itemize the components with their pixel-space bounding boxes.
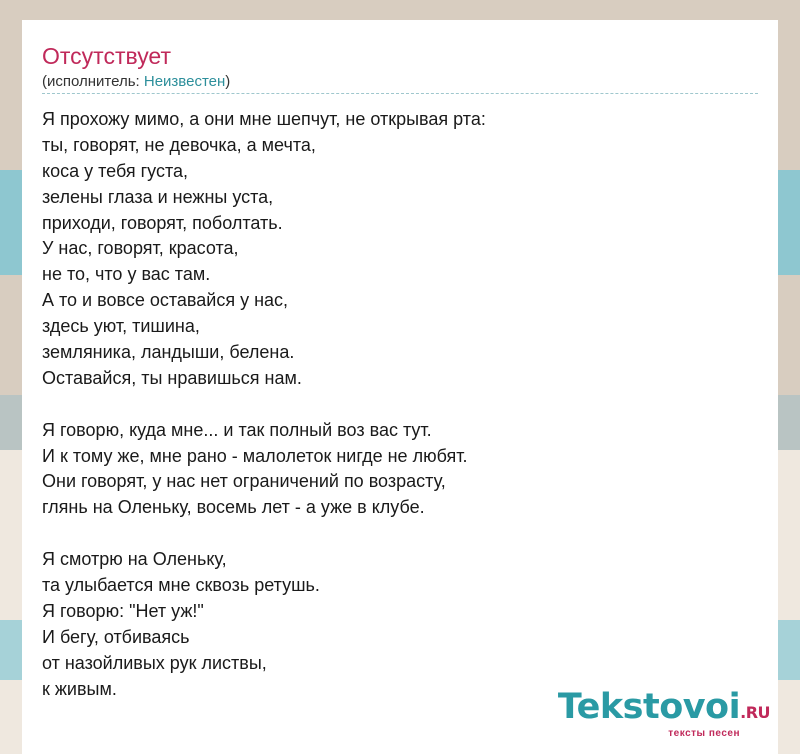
lyric-line: А то и вовсе оставайся у нас, — [42, 290, 289, 311]
song-title: Отсутствует — [42, 43, 171, 69]
artist-prefix: (исполнитель: — [42, 73, 144, 90]
lyric-line: коса у тебя густа, — [42, 160, 189, 181]
logo-name: Tekstovoi — [557, 687, 741, 727]
lyric-line: та улыбается мне сквозь ретушь. — [42, 575, 320, 596]
lyric-line: от назойливых рук листвы, — [42, 652, 267, 673]
lyric-line: не то, что у вас там. — [42, 264, 211, 285]
lyric-line: Я прохожу мимо, а они мне шепчут, не открывая рта: — [42, 109, 486, 129]
lyrics-text — [42, 107, 762, 702]
lyric-line: глянь на Оленьку, восемь лет - а уже в клубе. — [42, 497, 425, 518]
lyric-line: Я смотрю на Оленьку, — [42, 549, 227, 570]
lyric-line: к живым. — [42, 678, 117, 699]
artist-suffix: ) — [225, 73, 231, 90]
lyric-line: И бегу, отбиваясь — [42, 626, 190, 647]
divider — [42, 93, 758, 94]
lyric-line: Оставайся, ты нравишься нам. — [42, 367, 302, 388]
lyric-line: приходи, говорят, поболтать. — [42, 212, 283, 233]
artist-link[interactable]: Неизвестен — [143, 73, 226, 90]
lyric-line: У нас, говорят, красота, — [42, 238, 239, 259]
lyric-line: Они говорят, у нас нет ограничений по возрасту, — [42, 471, 446, 492]
lyric-line: И к тому же, мне рано - малолеток нигде не любят. — [42, 445, 468, 466]
lyric-line: Я говорю, куда мне... и так полный воз вас тут. — [42, 419, 432, 440]
logo-wordmark — [558, 688, 770, 732]
lyric-line — [42, 521, 762, 547]
lyric-line: земляника, ландыши, белена. — [42, 342, 295, 363]
lyrics-card — [22, 20, 778, 754]
logo-tagline: тексты песен — [668, 728, 740, 739]
lyric-line — [42, 392, 762, 418]
artist-line — [42, 73, 230, 90]
lyric-line: Я говорю: "Нет уж!" — [42, 600, 204, 621]
lyric-line: ты, говорят, не девочка, а мечта, — [42, 134, 316, 155]
lyric-line: зелены глаза и нежны уста, — [42, 186, 274, 207]
logo-tld: .RU — [740, 703, 770, 722]
lyric-line: здесь уют, тишина, — [42, 316, 200, 337]
site-logo[interactable] — [558, 688, 770, 739]
